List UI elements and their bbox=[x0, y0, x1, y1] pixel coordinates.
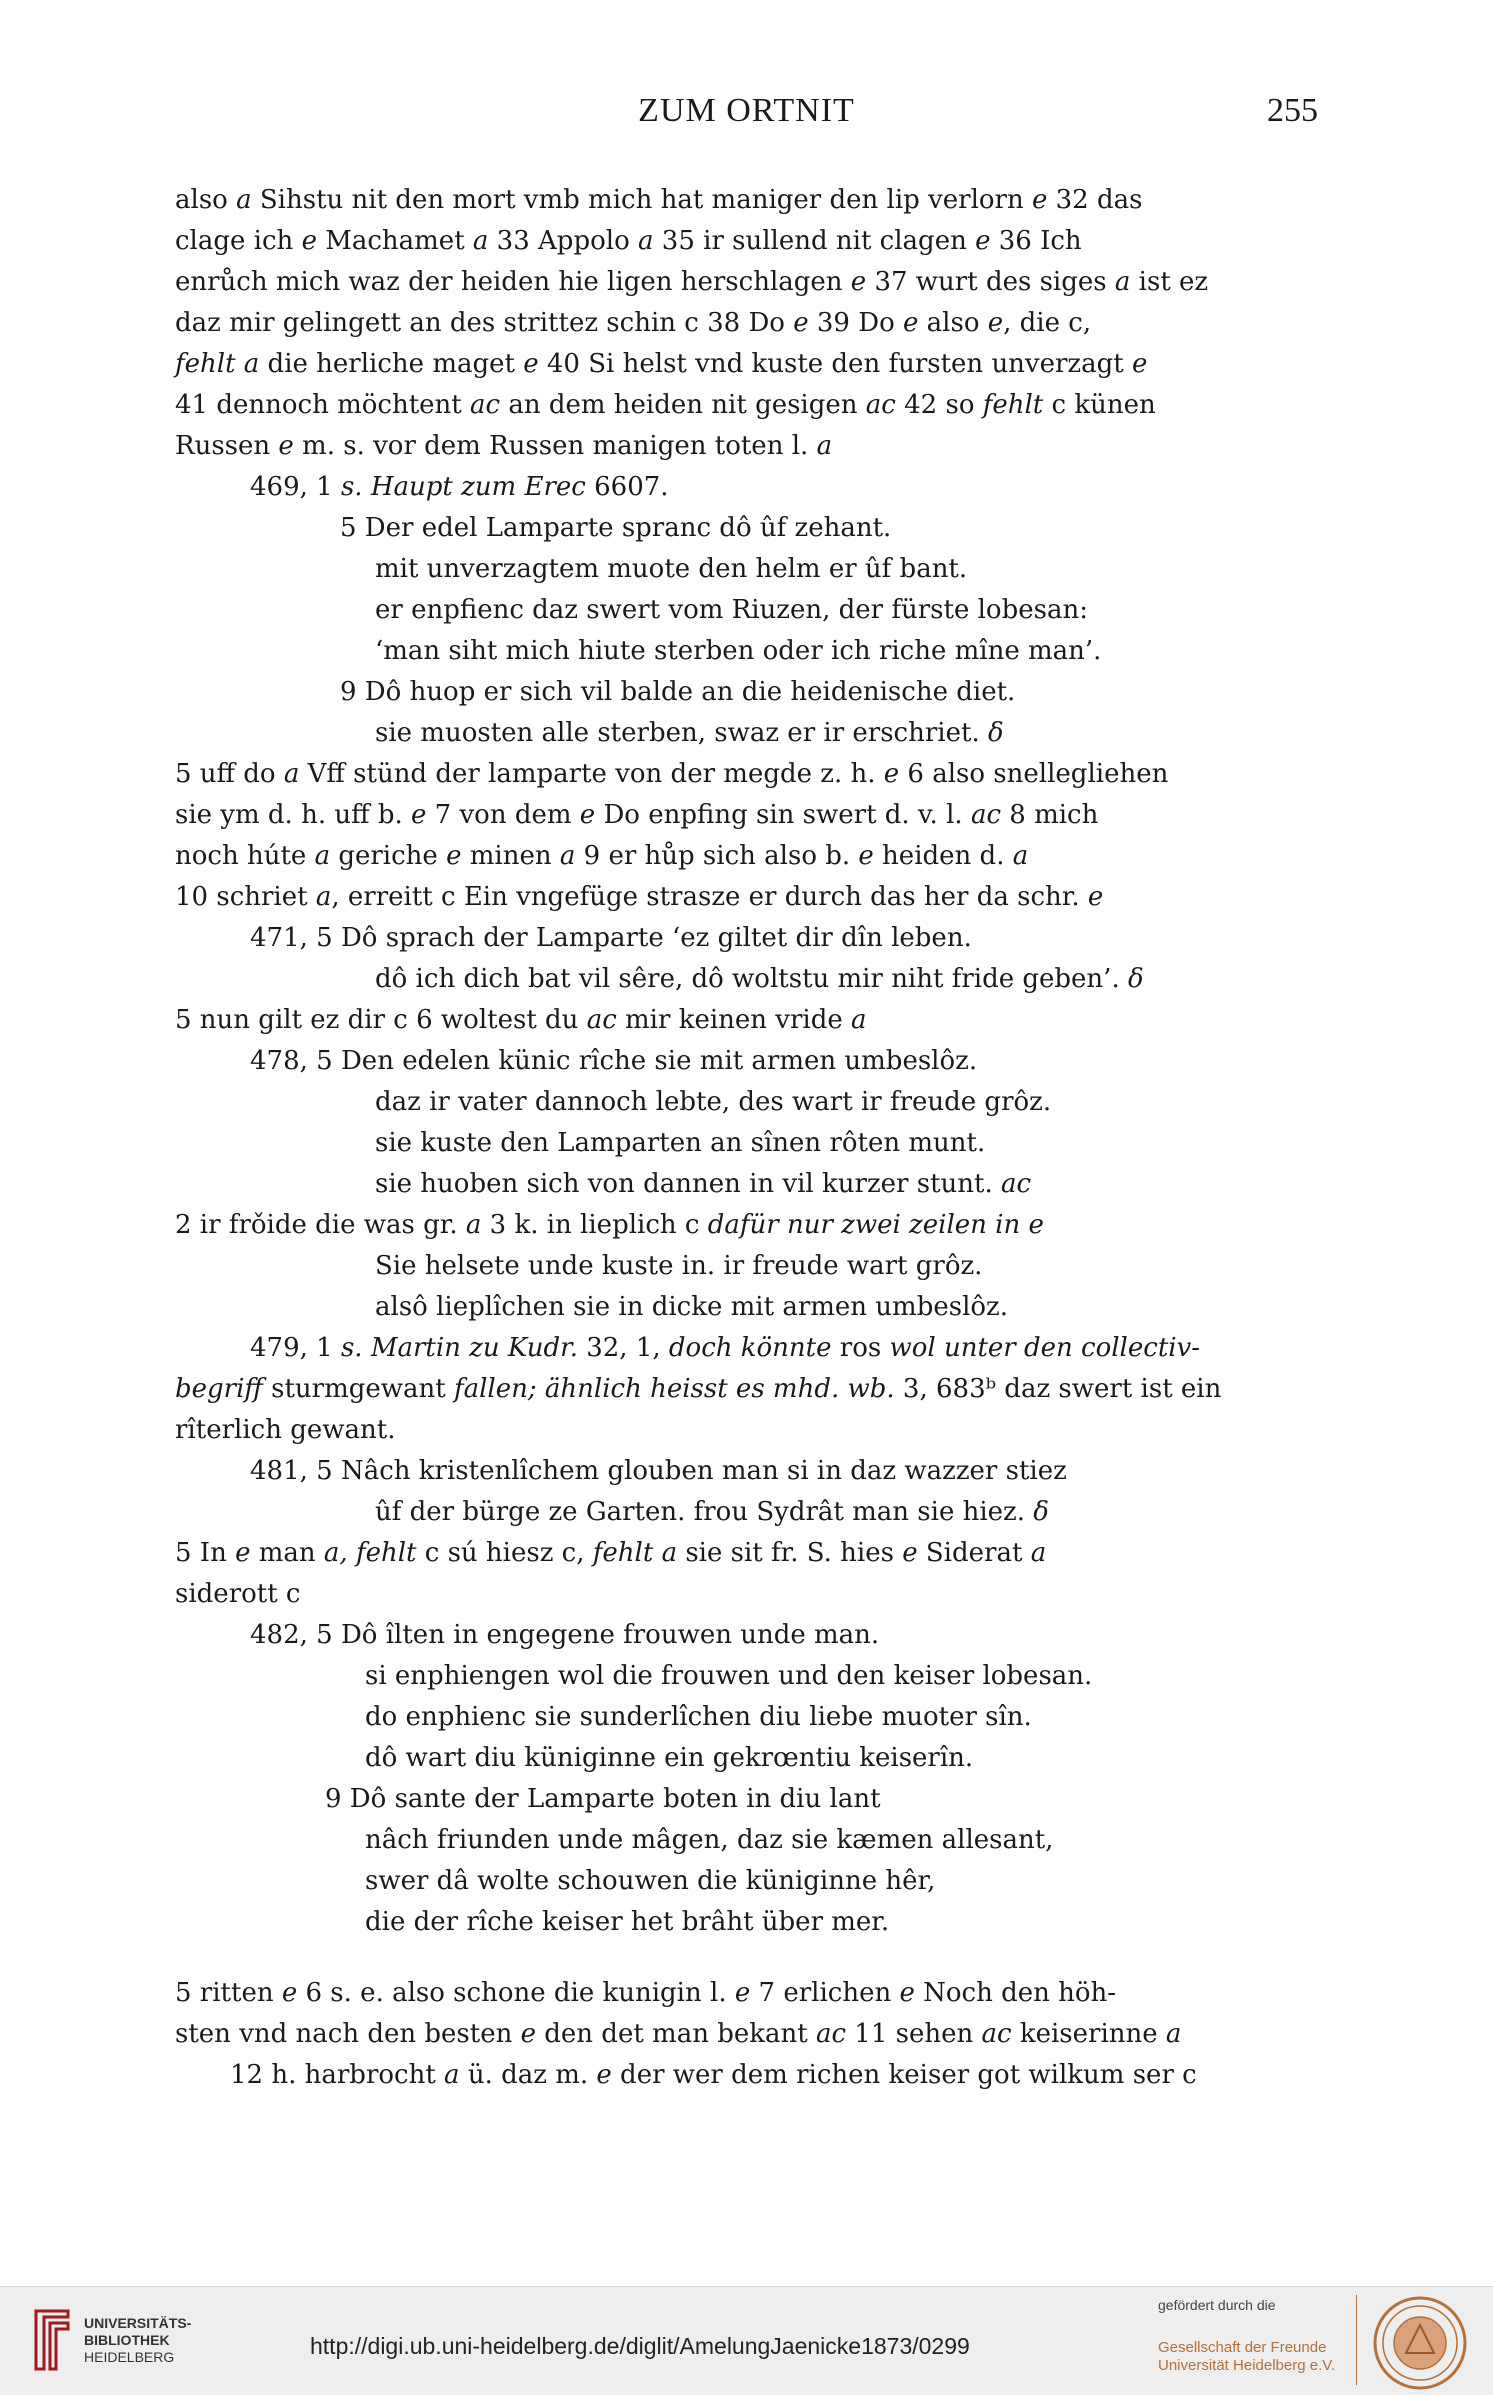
text-line bbox=[175, 1492, 1320, 1533]
text-line bbox=[175, 221, 1320, 262]
library-name-line: UNIVERSITÄTS- bbox=[84, 2315, 192, 2331]
text-line bbox=[175, 2055, 1320, 2096]
society-name-line: Universität Heidelberg e.V. bbox=[1158, 2357, 1336, 2374]
line-text bbox=[375, 590, 1088, 631]
text-line bbox=[175, 590, 1320, 631]
italic-siglum: ac bbox=[586, 1005, 617, 1035]
text-run: ûf der bürge ze Garten. frou Sydrât man sie hiez. bbox=[375, 1497, 1034, 1527]
text-run: 7 von dem bbox=[426, 800, 580, 830]
line-text bbox=[375, 1082, 1051, 1123]
society-name bbox=[1158, 2339, 1335, 2375]
italic-siglum: δ bbox=[1127, 964, 1144, 994]
line-text bbox=[365, 1902, 889, 1943]
text-line bbox=[175, 1738, 1320, 1779]
italic-siglum: a bbox=[1165, 2019, 1182, 2049]
text-line bbox=[175, 1656, 1320, 1697]
text-run: 10 schriet bbox=[175, 882, 316, 912]
digitization-footer bbox=[0, 2286, 1493, 2395]
line-text bbox=[175, 836, 1028, 877]
italic-siglum: e bbox=[850, 267, 867, 297]
line-text bbox=[175, 1574, 301, 1615]
text-line bbox=[175, 344, 1320, 385]
text-run: minen bbox=[461, 841, 560, 871]
text-run: die herliche maget bbox=[259, 349, 524, 379]
text-run: Sihstu nit den mort vmb mich hat maniger den lip verlorn bbox=[251, 185, 1032, 215]
line-text bbox=[175, 344, 1147, 385]
text-run: 482, 5 Dô îlten in engegene frouwen unde man. bbox=[250, 1620, 880, 1650]
text-run: Vff stünd der lamparte von der megde z. h. bbox=[299, 759, 884, 789]
text-run: den det man bekant bbox=[536, 2019, 816, 2049]
line-text bbox=[250, 918, 972, 959]
text-line bbox=[175, 1164, 1320, 1205]
text-run: c künen bbox=[1043, 390, 1156, 420]
text-run: sten vnd nach den besten bbox=[175, 2019, 521, 2049]
line-text bbox=[175, 385, 1156, 426]
text-line bbox=[175, 262, 1320, 303]
italic-siglum: e bbox=[235, 1538, 251, 1568]
line-text bbox=[250, 467, 669, 508]
text-line bbox=[175, 918, 1320, 959]
text-run: noch húte bbox=[175, 841, 315, 871]
italic-siglum: e bbox=[520, 2019, 536, 2049]
line-text bbox=[375, 549, 967, 590]
text-line bbox=[175, 549, 1320, 590]
text-run: 9 Dô huop er sich vil balde an die heidenische diet. bbox=[340, 677, 1016, 707]
line-text bbox=[175, 795, 1098, 836]
italic-siglum: ac bbox=[470, 390, 501, 420]
text-line bbox=[175, 1000, 1320, 1041]
line-text bbox=[175, 221, 1082, 262]
text-line bbox=[175, 1369, 1320, 1410]
text-run: 6607. bbox=[585, 472, 669, 502]
text-run: sturmgewant bbox=[262, 1374, 454, 1404]
italic-siglum: e bbox=[987, 308, 1004, 338]
text-run: 37 wurt des siges bbox=[866, 267, 1115, 297]
italic-siglum: e bbox=[446, 841, 462, 871]
text-run: geriche bbox=[330, 841, 447, 871]
text-line bbox=[175, 1779, 1320, 1820]
line-text bbox=[175, 1000, 867, 1041]
italic-siglum: e bbox=[1132, 349, 1148, 379]
text-run: an dem heiden nit gesigen bbox=[500, 390, 866, 420]
page-body bbox=[175, 180, 1320, 2096]
line-text bbox=[365, 1861, 935, 1902]
text-run: sie ym d. h. uff b. bbox=[175, 800, 412, 830]
italic-siglum: a bbox=[851, 1005, 867, 1035]
text-run: mit unverzagtem muote den helm er ûf bant. bbox=[375, 554, 968, 584]
text-run: 8 mich bbox=[1001, 800, 1099, 830]
text-run: 7 erlichen bbox=[750, 1978, 900, 2008]
text-run: 32, 1, bbox=[577, 1333, 669, 1363]
line-text bbox=[365, 1738, 973, 1779]
line-text bbox=[340, 672, 1015, 713]
italic-siglum: begriff bbox=[175, 1374, 263, 1404]
italic-siglum: e bbox=[734, 1978, 751, 2008]
text-run: 12 h. harbrocht bbox=[230, 2060, 445, 2090]
line-text bbox=[175, 1973, 1116, 2014]
line-text bbox=[375, 631, 1101, 672]
text-run: 39 Do bbox=[808, 308, 903, 338]
italic-siglum: e bbox=[903, 308, 919, 338]
italic-siglum: e bbox=[596, 2060, 612, 2090]
line-text bbox=[250, 1328, 1200, 1369]
text-line bbox=[175, 1041, 1320, 1082]
italic-siglum: a bbox=[283, 759, 300, 789]
line-text bbox=[175, 262, 1208, 303]
text-run: 6 also snellegliehen bbox=[899, 759, 1169, 789]
italic-siglum: e bbox=[411, 800, 427, 830]
text-run: 478, 5 Den edelen künic rîche sie mit armen umbeslôz. bbox=[250, 1046, 978, 1076]
university-seal-icon bbox=[1372, 2295, 1468, 2391]
text-line bbox=[175, 1328, 1320, 1369]
text-run: 471, 5 Dô sprach der Lamparte ‘ez giltet dir dîn leben. bbox=[250, 923, 972, 953]
text-line bbox=[175, 1861, 1320, 1902]
italic-siglum: a bbox=[1012, 841, 1029, 871]
text-run: 9 Dô sante der Lamparte boten in diu lant bbox=[325, 1784, 881, 1814]
text-run: si enphiengen wol die frouwen und den keiser lobesan. bbox=[365, 1661, 1093, 1691]
text-run: ü. daz m. bbox=[459, 2060, 597, 2090]
italic-siglum: e bbox=[899, 1978, 915, 2008]
text-line bbox=[175, 877, 1320, 918]
text-run: sie huoben sich von dannen in vil kurzer stunt. bbox=[375, 1169, 1001, 1199]
text-run: 5 In bbox=[175, 1538, 236, 1568]
text-run: man bbox=[250, 1538, 324, 1568]
text-run: 41 dennoch möchtent bbox=[175, 390, 471, 420]
text-line bbox=[175, 180, 1320, 221]
text-run: 5 uff do bbox=[175, 759, 284, 789]
text-line bbox=[175, 1615, 1320, 1656]
text-line bbox=[175, 467, 1320, 508]
italic-siglum: a bbox=[472, 226, 489, 256]
library-name-line: BIBLIOTHEK bbox=[84, 2332, 170, 2348]
text-line bbox=[175, 1246, 1320, 1287]
text-run: , die c, bbox=[1003, 308, 1092, 338]
italic-siglum: dafür nur zwei zeilen in e bbox=[707, 1210, 1044, 1240]
text-line bbox=[175, 1533, 1320, 1574]
text-line bbox=[175, 959, 1320, 1000]
sponsor-caption: gefördert durch die bbox=[1158, 2297, 1276, 2313]
line-text bbox=[175, 426, 832, 467]
text-run: alsô lieplîchen sie in dicke mit armen umbeslôz. bbox=[375, 1292, 1009, 1322]
italic-siglum: δ bbox=[987, 718, 1004, 748]
italic-siglum: fallen; ähnlich heisst es mhd. wb. bbox=[453, 1374, 895, 1404]
italic-siglum: e bbox=[1087, 882, 1104, 912]
text-line bbox=[175, 672, 1320, 713]
italic-siglum: a bbox=[444, 2060, 460, 2090]
line-text bbox=[340, 508, 891, 549]
italic-siglum: δ bbox=[1033, 1497, 1049, 1527]
text-line bbox=[175, 1973, 1320, 2014]
text-line bbox=[175, 508, 1320, 549]
italic-siglum: s. Martin zu Kudr. bbox=[340, 1333, 578, 1363]
text-run: 35 ir sullend nit clagen bbox=[653, 226, 976, 256]
line-text bbox=[375, 1164, 1031, 1205]
line-text bbox=[230, 2055, 1197, 2096]
italic-siglum: e bbox=[579, 800, 596, 830]
line-text bbox=[375, 713, 1004, 754]
text-run: daz mir gelingett an des strittez schin c 38 Do bbox=[175, 308, 794, 338]
italic-siglum: e bbox=[975, 226, 991, 256]
text-run: mir keinen vride bbox=[616, 1005, 852, 1035]
text-run: ist ez bbox=[1130, 267, 1209, 297]
library-name-line: HEIDELBERG bbox=[84, 2349, 175, 2365]
italic-siglum: s. Haupt zum Erec bbox=[340, 472, 586, 502]
text-run: nâch friunden unde mâgen, daz sie kæmen allesant, bbox=[365, 1825, 1054, 1855]
italic-siglum: e bbox=[281, 1978, 298, 2008]
text-run: 9 er hůp sich also b. bbox=[575, 841, 859, 871]
text-run: 3 k. in lieplich c bbox=[481, 1210, 708, 1240]
text-run: keiserinne bbox=[1011, 2019, 1166, 2049]
text-run: Do enpfing sin swert d. v. l. bbox=[595, 800, 971, 830]
text-run: der wer dem richen keiser got wilkum ser c bbox=[611, 2060, 1197, 2090]
italic-siglum: a, fehlt bbox=[323, 1538, 417, 1568]
line-text bbox=[250, 1041, 977, 1082]
text-run: 2 ir frǒide die was gr. bbox=[175, 1210, 466, 1240]
text-line bbox=[175, 2014, 1320, 2055]
paragraph-gap bbox=[175, 1943, 1320, 1973]
line-text bbox=[175, 2014, 1181, 2055]
line-text bbox=[365, 1656, 1092, 1697]
text-run: Russen bbox=[175, 431, 279, 461]
text-run: sie sit fr. S. hies bbox=[677, 1538, 903, 1568]
text-line bbox=[175, 713, 1320, 754]
text-line bbox=[175, 631, 1320, 672]
text-run: 33 Appolo bbox=[488, 226, 638, 256]
line-text bbox=[375, 1123, 985, 1164]
italic-siglum: e bbox=[883, 759, 900, 789]
society-name-line: Gesellschaft der Freunde bbox=[1158, 2339, 1327, 2356]
line-text bbox=[175, 303, 1091, 344]
italic-siglum: e bbox=[301, 226, 317, 256]
text-run: 479, 1 bbox=[250, 1333, 341, 1363]
line-text bbox=[250, 1615, 879, 1656]
text-line bbox=[175, 1082, 1320, 1123]
text-run: do enphienc sie sunderlîchen diu liebe muoter sîn. bbox=[365, 1702, 1032, 1732]
text-run: swer dâ wolte schouwen die küniginne hêr, bbox=[365, 1866, 936, 1896]
text-line bbox=[175, 754, 1320, 795]
line-text bbox=[375, 959, 1144, 1000]
running-title: ZUM ORTNIT bbox=[638, 92, 855, 129]
italic-siglum: e bbox=[523, 349, 539, 379]
line-text bbox=[375, 1246, 982, 1287]
text-line bbox=[175, 795, 1320, 836]
text-run: Noch den höh- bbox=[914, 1978, 1117, 2008]
italic-siglum: e bbox=[793, 308, 809, 338]
text-run: Siderat bbox=[917, 1538, 1031, 1568]
text-run: die der rîche keiser het brâht über mer. bbox=[365, 1907, 890, 1937]
text-run: ‘man siht mich hiute sterben oder ich riche mîne man’. bbox=[375, 636, 1102, 666]
text-run: clage ich bbox=[175, 226, 302, 256]
text-line bbox=[175, 385, 1320, 426]
text-run: also bbox=[918, 308, 988, 338]
italic-siglum: a bbox=[465, 1210, 482, 1240]
text-run: 36 Ich bbox=[990, 226, 1082, 256]
italic-siglum: a bbox=[559, 841, 576, 871]
text-run: enrůch mich waz der heiden hie ligen herschlagen bbox=[175, 267, 851, 297]
page-number: 255 bbox=[1267, 92, 1318, 129]
text-line bbox=[175, 303, 1320, 344]
italic-siglum: e bbox=[858, 841, 874, 871]
text-line bbox=[175, 1820, 1320, 1861]
italic-siglum: ac bbox=[815, 2019, 847, 2049]
italic-siglum: a bbox=[638, 226, 654, 256]
library-name bbox=[84, 2315, 191, 2366]
page-header bbox=[0, 92, 1493, 142]
text-run: heiden d. bbox=[873, 841, 1013, 871]
italic-siglum: a bbox=[816, 431, 833, 461]
text-line bbox=[175, 1574, 1320, 1615]
text-run: Machamet bbox=[316, 226, 473, 256]
line-text bbox=[375, 1287, 1008, 1328]
text-run: dô ich dich bat vil sêre, dô woltstu mir niht fride geben’. bbox=[375, 964, 1128, 994]
text-line bbox=[175, 1902, 1320, 1943]
library-logo-icon bbox=[28, 2307, 76, 2373]
permalink-url[interactable]: http://digi.ub.uni-heidelberg.de/diglit/AmelungJaenicke1873/0299 bbox=[310, 2333, 970, 2359]
line-text bbox=[175, 1369, 1221, 1410]
text-run: 6 s. e. also schone die kunigin l. bbox=[297, 1978, 735, 2008]
text-run: 11 sehen bbox=[846, 2019, 982, 2049]
italic-siglum: a bbox=[314, 841, 331, 871]
text-line bbox=[175, 1287, 1320, 1328]
line-text bbox=[175, 1410, 395, 1451]
italic-siglum: a bbox=[236, 185, 252, 215]
italic-siglum: fehlt a bbox=[175, 349, 260, 379]
italic-siglum: a bbox=[315, 882, 332, 912]
text-run: 5 nun gilt ez dir c 6 woltest du bbox=[175, 1005, 587, 1035]
footer-divider bbox=[1356, 2295, 1357, 2385]
text-run: 3, 683ᵇ daz swert ist ein bbox=[894, 1374, 1222, 1404]
text-line bbox=[175, 426, 1320, 467]
text-run: sie kuste den Lamparten an sînen rôten munt. bbox=[375, 1128, 986, 1158]
text-line bbox=[175, 1410, 1320, 1451]
italic-siglum: e bbox=[1031, 185, 1048, 215]
line-text bbox=[365, 1820, 1053, 1861]
italic-siglum: ac bbox=[1000, 1169, 1032, 1199]
italic-siglum: ac bbox=[970, 800, 1001, 830]
line-text bbox=[325, 1779, 881, 1820]
line-text bbox=[175, 1533, 1046, 1574]
italic-siglum: a bbox=[1030, 1538, 1047, 1568]
text-run: 5 ritten bbox=[175, 1978, 282, 2008]
text-run: m. s. vor dem Russen manigen toten l. bbox=[293, 431, 817, 461]
italic-siglum: e bbox=[278, 431, 294, 461]
text-run: 40 Si helst vnd kuste den fursten unverzagt bbox=[538, 349, 1132, 379]
text-run: ros bbox=[831, 1333, 890, 1363]
line-text bbox=[365, 1697, 1032, 1738]
text-line bbox=[175, 1205, 1320, 1246]
text-run: also bbox=[175, 185, 237, 215]
italic-siglum: e bbox=[902, 1538, 918, 1568]
text-run: daz ir vater dannoch lebte, des wart ir freude grôz. bbox=[375, 1087, 1052, 1117]
line-text bbox=[175, 1205, 1044, 1246]
italic-siglum: ac bbox=[865, 390, 896, 420]
text-run: dô wart diu küniginne ein gekrœntiu keiserîn. bbox=[365, 1743, 974, 1773]
text-line bbox=[175, 1123, 1320, 1164]
text-line bbox=[175, 836, 1320, 877]
text-run: c sú hiesz c, bbox=[416, 1538, 593, 1568]
text-run: rîterlich gewant. bbox=[175, 1415, 396, 1445]
italic-siglum: doch könnte bbox=[668, 1333, 832, 1363]
text-run: 5 Der edel Lamparte spranc dô ûf zehant. bbox=[340, 513, 892, 543]
text-run: , erreitt c Ein vngefüge strasze er durch das her da schr. bbox=[331, 882, 1088, 912]
text-run: siderott c bbox=[175, 1579, 301, 1609]
text-run: er enpfienc daz swert vom Riuzen, der fürste lobesan: bbox=[375, 595, 1088, 625]
italic-siglum: fehlt a bbox=[592, 1538, 678, 1568]
italic-siglum: wol unter den collectiv- bbox=[889, 1333, 1201, 1363]
line-text bbox=[250, 1451, 1067, 1492]
text-run: 32 das bbox=[1047, 185, 1143, 215]
text-run: sie muosten alle sterben, swaz er ir erschriet. bbox=[375, 718, 988, 748]
text-run: 42 so bbox=[895, 390, 983, 420]
line-text bbox=[375, 1492, 1049, 1533]
italic-siglum: ac bbox=[981, 2019, 1012, 2049]
italic-siglum: fehlt bbox=[982, 390, 1044, 420]
line-text bbox=[175, 180, 1142, 221]
italic-siglum: a bbox=[1114, 267, 1131, 297]
line-text bbox=[175, 877, 1103, 918]
text-line bbox=[175, 1697, 1320, 1738]
text-run: 481, 5 Nâch kristenlîchem glouben man si in daz wazzer stiez bbox=[250, 1456, 1067, 1486]
text-run: Sie helsete unde kuste in. ir freude wart grôz. bbox=[375, 1251, 983, 1281]
line-text bbox=[175, 754, 1168, 795]
text-run: 469, 1 bbox=[250, 472, 341, 502]
text-line bbox=[175, 1451, 1320, 1492]
